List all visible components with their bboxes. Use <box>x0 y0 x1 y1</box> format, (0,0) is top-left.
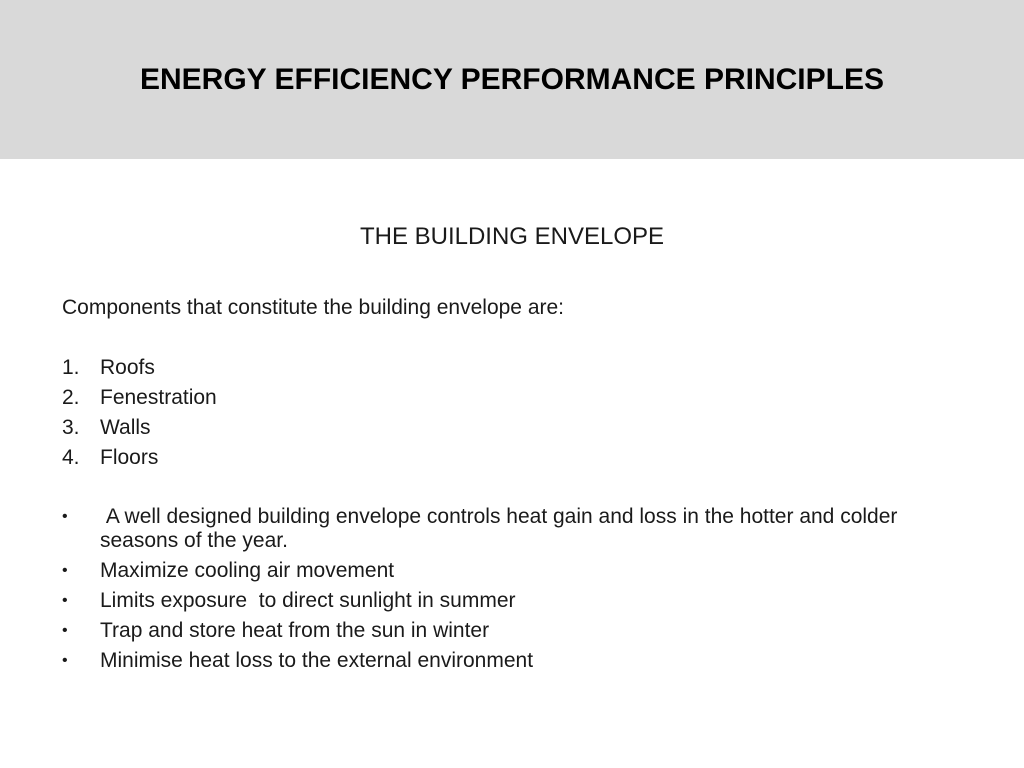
bullet-text: A well designed building envelope controls heat gain and loss in the hotter and colder seasons of the year. <box>100 505 904 552</box>
bullet-item <box>62 505 962 553</box>
slide-title: ENERGY EFFICIENCY PERFORMANCE PRINCIPLES <box>140 63 884 96</box>
bullet-text: Maximize cooling air movement <box>100 559 395 582</box>
bullet-icon: • <box>62 652 68 669</box>
bullet-item <box>62 589 962 613</box>
bullet-icon: • <box>62 592 68 609</box>
list-item-label: Fenestration <box>100 386 217 409</box>
list-item-label: Roofs <box>100 356 155 379</box>
list-item-number: 2. <box>62 386 80 409</box>
list-item <box>62 383 217 413</box>
bullet-text: Limits exposure to direct sunlight in summer <box>100 589 516 612</box>
list-item-label: Walls <box>100 416 151 439</box>
bullet-item <box>62 649 962 673</box>
intro-text: Components that constitute the building envelope are: <box>62 296 565 319</box>
bullet-icon: • <box>62 562 68 579</box>
bullet-icon: • <box>62 622 68 639</box>
list-item <box>62 353 217 383</box>
list-item-number: 3. <box>62 416 80 439</box>
bullet-text: Minimise heat loss to the external environment <box>100 649 534 672</box>
bullet-item <box>62 619 962 643</box>
list-item <box>62 443 217 473</box>
components-list <box>62 353 217 473</box>
bullet-icon: • <box>62 508 68 525</box>
bullet-text: Trap and store heat from the sun in winter <box>100 619 490 642</box>
list-item-number: 1. <box>62 356 80 379</box>
list-item <box>62 413 217 443</box>
slide-subtitle: THE BUILDING ENVELOPE <box>359 223 665 250</box>
bullet-item <box>62 559 962 583</box>
list-item-number: 4. <box>62 446 80 469</box>
principles-list <box>62 505 962 679</box>
list-item-label: Floors <box>100 446 159 469</box>
